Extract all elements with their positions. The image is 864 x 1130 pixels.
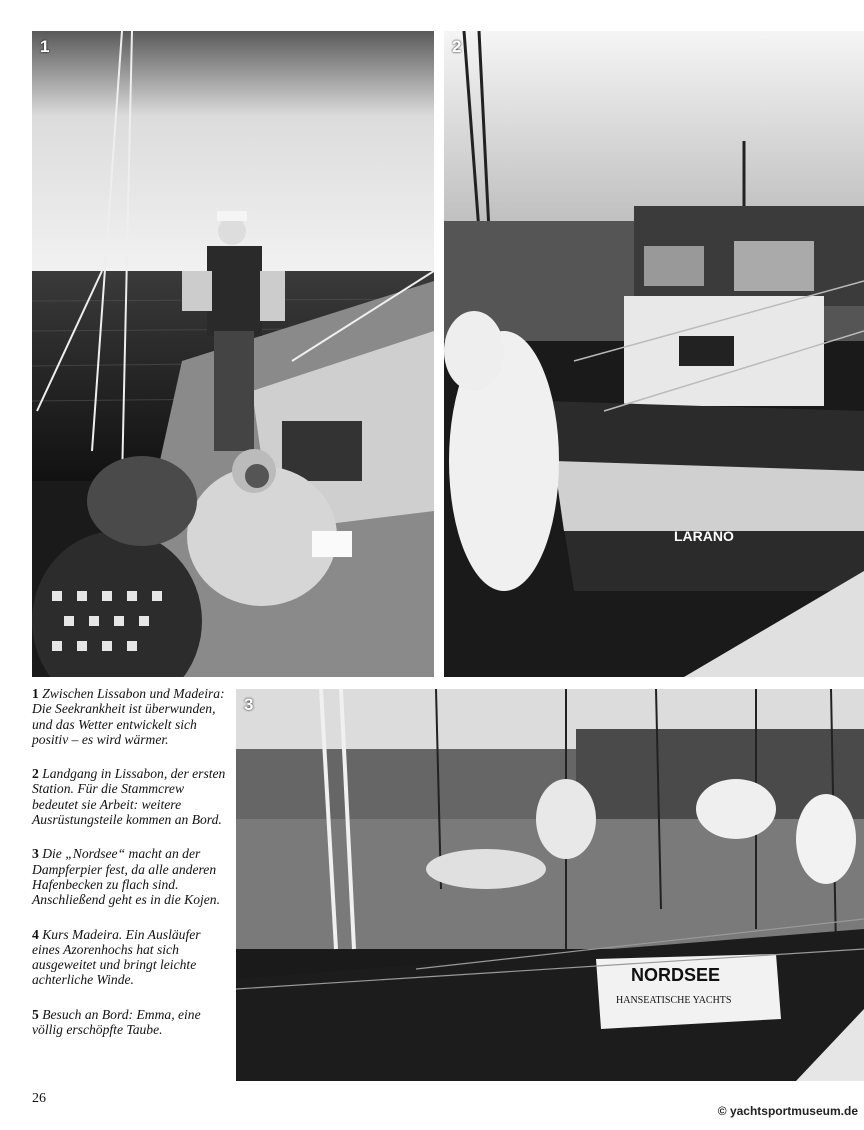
caption-2 bbox=[32, 766, 228, 827]
caption-2-text: Landgang in Lissabon, der ersten Station. Für die Stammcrew bedeutet sie Arbeit: weitere Ausrüstungsteile kommen an Bord. bbox=[32, 766, 226, 828]
caption-3-text: Die „Nordsee“ macht an der Dampferpier fest, da alle anderen Hafenbecken zu flach sind. Anschließend geht es in die Kojen. bbox=[32, 846, 221, 908]
caption-5 bbox=[32, 1007, 228, 1038]
caption-1-number: 1 bbox=[32, 686, 39, 701]
captions-column bbox=[32, 686, 228, 1056]
caption-5-text: Besuch an Bord: Emma, eine völlig erschöpfte Taube. bbox=[32, 1006, 201, 1038]
boat-3-name: NORDSEE bbox=[631, 965, 721, 985]
boat-2-name: LARANO bbox=[674, 528, 734, 544]
photo-3-illustration bbox=[236, 689, 864, 1081]
boat-3-subtitle: HANSEATISCHE YACHTS bbox=[616, 995, 732, 1006]
photo-3-nordsee-pier bbox=[236, 689, 864, 1081]
photo-2-harbour bbox=[444, 31, 864, 677]
caption-2-number: 2 bbox=[32, 766, 39, 782]
caption-5-number: 5 bbox=[32, 1006, 39, 1022]
page-number: 26 bbox=[32, 1091, 46, 1106]
photo-1-sailing-deck bbox=[32, 31, 434, 677]
caption-4 bbox=[32, 927, 228, 988]
caption-4-number: 4 bbox=[32, 926, 39, 942]
caption-4-text: Kurs Madeira. Ein Ausläufer eines Azorenhochs hat sich ausgeweitet und bringt leichte achterliche Winde. bbox=[32, 926, 201, 988]
caption-1 bbox=[32, 686, 228, 747]
caption-3 bbox=[32, 846, 228, 907]
photo-2-illustration bbox=[444, 31, 864, 677]
photo-2-number: 2 bbox=[452, 37, 462, 56]
caption-1-text: Zwischen Lissabon und Madeira: Die Seekrankheit ist überwunden, und das Wetter entwickelt sich positiv – es wird wärmer. bbox=[32, 686, 225, 747]
photo-1-number: 1 bbox=[40, 37, 50, 56]
photo-3-number: 3 bbox=[244, 695, 254, 714]
photo-1-illustration bbox=[32, 31, 434, 677]
watermark: © yachtsportmuseum.de bbox=[717, 1104, 858, 1118]
caption-3-number: 3 bbox=[32, 846, 39, 862]
